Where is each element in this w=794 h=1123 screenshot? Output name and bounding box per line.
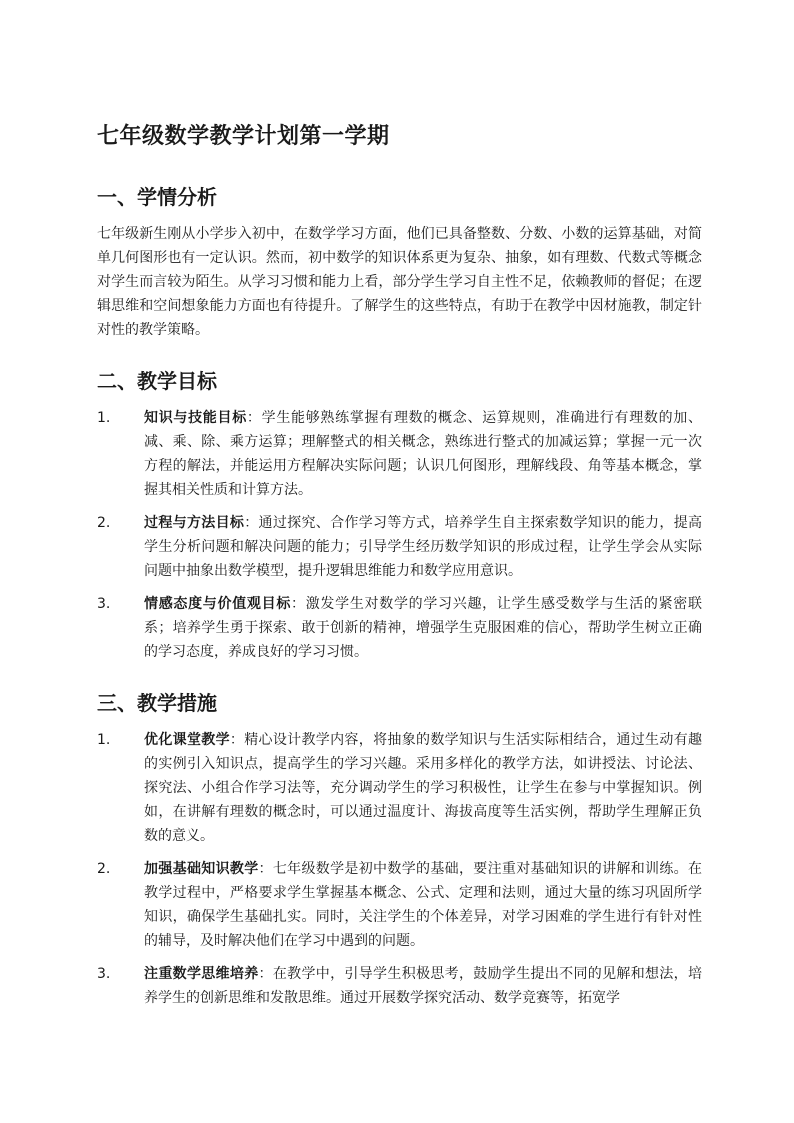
list-number: 3. <box>97 596 111 612</box>
list-item-label: 知识与技能目标 <box>144 410 247 426</box>
document-page <box>97 120 702 1019</box>
list-item-text: ：通过探究、合作学习等方式，培养学生自主探索数学知识的能力，提高学生分析问题和解决问题的能力；引导学生经历数学知识的形成过程，让学生学会从实际问题中抽象出数学模型，提升逻辑思维能力和数学应用意识。 <box>144 515 703 579</box>
list-item-text: ：七年级数学是初中数学的基础，要注重对基础知识的讲解和训练。在教学过程中，严格要求学生掌握基本概念、公式、定理和法则，通过大量的练习巩固所学知识，确保学生基础扎实。同时，关注学生的个体差异，对学习困难的学生进行有针对性的辅导，及时解决他们在学习中遇到的问题。 <box>144 861 703 949</box>
list-item-label: 加强基础知识教学 <box>144 861 259 877</box>
list-item <box>97 406 702 502</box>
list-item-text: ：学生能够熟练掌握有理数的概念、运算规则，准确进行有理数的加、减、乘、除、乘方运算；理解整式的相关概念，熟练进行整式的加减运算；掌握一元一次方程的解法，并能运用方程解决实际问题；认识几何图形，理解线段、角等基本概念，掌握其相关性质和计算方法。 <box>144 410 703 498</box>
section-heading-teaching-goals: 二、教学目标 <box>97 369 217 393</box>
list-number: 1. <box>97 410 111 426</box>
section-heading-student-analysis: 一、学情分析 <box>97 185 217 209</box>
list-number: 2. <box>97 861 111 877</box>
list-item <box>97 857 702 953</box>
list-number: 1. <box>97 732 111 748</box>
teaching-goals-list <box>97 406 702 664</box>
teaching-measures-list <box>97 728 702 1010</box>
list-item-text: ：激发学生对数学的学习兴趣，让学生感受数学与生活的紧密联系；培养学生勇于探索、敢于创新的精神，增强学生克服困难的信心，帮助学生树立正确的学习态度，养成良好的学习习惯。 <box>144 596 703 660</box>
list-item <box>97 728 702 848</box>
list-item-label: 优化课堂教学 <box>144 732 230 748</box>
list-item-label: 过程与方法目标 <box>144 515 245 531</box>
list-item-label: 注重数学思维培养 <box>144 966 259 982</box>
document-title: 七年级数学教学计划第一学期 <box>97 124 390 149</box>
list-item-label: 情感态度与价值观目标 <box>144 596 292 612</box>
section-heading-teaching-measures: 三、教学措施 <box>97 691 217 715</box>
student-analysis-paragraph: 七年级新生刚从小学步入初中，在数学学习方面，他们已具备整数、分数、小数的运算基础，对简单几何图形也有一定认识。然而，初中数学的知识体系更为复杂、抽象，如有理数、代数式等概念对学生而言较为陌生。从学习习惯和能力上看，部分学生学习自主性不足，依赖教师的督促；在逻辑思维和空间想象能力方面也有待提升。了解学生的这些特点，有助于在教学中因材施教，制定针对性的教学策略。 <box>97 226 702 338</box>
list-item <box>97 511 702 583</box>
list-item-text: ：精心设计教学内容，将抽象的数学知识与生活实际相结合，通过生动有趣的实例引入知识点，提高学生的学习兴趣。采用多样化的教学方法，如讲授法、讨论法、探究法、小组合作学习法等，充分调动学生的学习积极性，让学生在参与中掌握知识。例如，在讲解有理数的概念时，可以通过温度计、海拔高度等生活实例，帮助学生理解正负数的意义。 <box>144 732 703 844</box>
list-item <box>97 592 702 664</box>
list-number: 2. <box>97 515 111 531</box>
list-item-text: ：在教学中，引导学生积极思考，鼓励学生提出不同的见解和想法，培养学生的创新思维和发散思维。通过开展数学探究活动、数学竞赛等，拓宽学 <box>144 966 703 1006</box>
list-number: 3. <box>97 966 111 982</box>
list-item <box>97 962 702 1010</box>
